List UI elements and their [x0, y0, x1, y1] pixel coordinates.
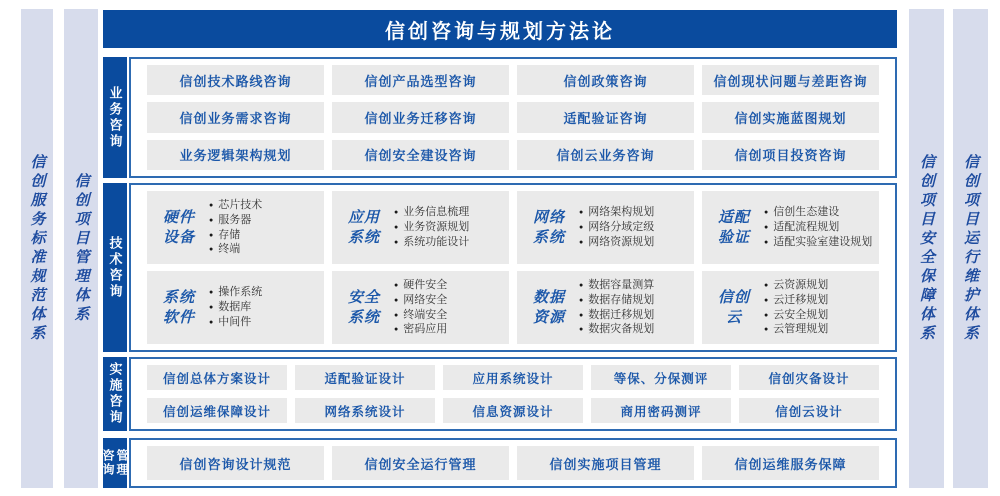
- consulting-item: 信创安全建设咨询: [332, 140, 509, 170]
- bullet-item: ● 芯片技术: [209, 198, 320, 213]
- bullet-item: ● 中间件: [209, 315, 320, 330]
- tech-category-title: 数据资源: [532, 289, 565, 326]
- bullet-item: ● 数据存储规划: [579, 293, 690, 308]
- bullet-item: ● 密码应用: [394, 322, 505, 337]
- section-business-consulting: [103, 57, 897, 178]
- consulting-item: 信创业务迁移咨询: [332, 102, 509, 132]
- tech-category-card: [702, 191, 879, 264]
- section-row: [147, 365, 879, 390]
- consulting-item: 信创政策咨询: [517, 65, 694, 95]
- section-label-text: 咨询: [101, 449, 115, 477]
- bullet-list: [579, 278, 690, 337]
- tech-category-title: 应用系统: [347, 209, 380, 246]
- bullet-item: ● 信创生态建设: [764, 205, 875, 220]
- consulting-item: 信创实施蓝图规划: [702, 102, 879, 132]
- bullet-item: ● 数据库: [209, 300, 320, 315]
- sidebar-operation-maintenance-label: 信创项目运行维护体系: [962, 153, 979, 344]
- bullet-item: ● 数据迁移规划: [579, 308, 690, 323]
- bullet-item: ● 终端: [209, 242, 320, 257]
- bullet-item: ● 云资源规划: [764, 278, 875, 293]
- bullet-item: ● 云安全规划: [764, 308, 875, 323]
- section-row: [147, 102, 879, 132]
- bullet-item: ● 云迁移规划: [764, 293, 875, 308]
- sidebar-security-assurance: [909, 9, 944, 488]
- section-body-business: [129, 57, 897, 178]
- bullet-item: ● 数据灾备规划: [579, 322, 690, 337]
- consulting-item: 信创运维服务保障: [702, 446, 879, 480]
- section-row: [147, 271, 879, 344]
- consulting-item: 信创云业务咨询: [517, 140, 694, 170]
- bullet-list: [764, 278, 875, 337]
- section-row: [147, 398, 879, 423]
- section-row: [147, 446, 879, 480]
- tech-category-title: 网络系统: [532, 209, 565, 246]
- bullet-item: ● 系统功能设计: [394, 235, 505, 250]
- consulting-item: 信创灾备设计: [739, 365, 879, 390]
- bullet-item: ● 存储: [209, 228, 320, 243]
- sidebar-security-assurance-label: 信创项目安全保障体系: [918, 153, 935, 344]
- bullet-item: ● 网络架构规划: [579, 205, 690, 220]
- bullet-item: ● 适配流程规划: [764, 220, 875, 235]
- section-label-text: 技术咨询: [107, 235, 123, 300]
- tech-category-title: 适配验证: [717, 209, 750, 246]
- bullet-item: ● 硬件安全: [394, 278, 505, 293]
- section-technical-consulting: [103, 183, 897, 352]
- section-row: [147, 65, 879, 95]
- section-implementation-consulting: [103, 357, 897, 431]
- consulting-item: 网络系统设计: [295, 398, 435, 423]
- consulting-item: 信创项目投资咨询: [702, 140, 879, 170]
- section-label-business: [103, 57, 127, 178]
- bullet-list: [209, 198, 320, 257]
- section-row: [147, 140, 879, 170]
- consulting-item: 信创运维保障设计: [147, 398, 287, 423]
- bullet-list: [764, 205, 875, 250]
- section-label-implementation: [103, 357, 127, 431]
- sidebar-project-management: [64, 9, 98, 488]
- section-label-text: 管理: [115, 449, 129, 477]
- tech-category-card: [147, 271, 324, 344]
- section-label-technical: [103, 183, 127, 352]
- section-label-text: 实施咨询: [107, 362, 123, 426]
- consulting-item: 商用密码测评: [591, 398, 731, 423]
- tech-category-title: 硬件设备: [162, 209, 195, 246]
- consulting-item: 信创技术路线咨询: [147, 65, 324, 95]
- consulting-item: 应用系统设计: [443, 365, 583, 390]
- consulting-item: 适配验证咨询: [517, 102, 694, 132]
- section-body-implementation: [129, 357, 897, 431]
- section-row: [147, 191, 879, 264]
- sidebar-operation-maintenance: [953, 9, 988, 488]
- bullet-list: [394, 205, 505, 250]
- section-label-text: 业务咨询: [107, 85, 123, 150]
- sidebar-service-standards-label: 信创服务标准规范体系: [28, 153, 46, 344]
- tech-category-card: [517, 271, 694, 344]
- page-title: 信创咨询与规划方法论: [385, 20, 615, 43]
- bullet-item: ● 网络安全: [394, 293, 505, 308]
- consulting-item: 业务逻辑架构规划: [147, 140, 324, 170]
- consulting-item: 信创实施项目管理: [517, 446, 694, 480]
- sidebar-service-standards: [21, 9, 53, 488]
- tech-category-title: 系统软件: [162, 289, 195, 326]
- consulting-item: 信创云设计: [739, 398, 879, 423]
- bullet-item: ● 适配实验室建设规划: [764, 235, 875, 250]
- consulting-item: 信创咨询设计规范: [147, 446, 324, 480]
- tech-category-card: [147, 191, 324, 264]
- bullet-item: ● 服务器: [209, 213, 320, 228]
- bullet-list: [579, 205, 690, 250]
- bullet-item: ● 网络分域定级: [579, 220, 690, 235]
- consulting-item: 信创业务需求咨询: [147, 102, 324, 132]
- bullet-list: [209, 285, 320, 330]
- section-consulting-management: [103, 438, 897, 488]
- consulting-item: 信息资源设计: [443, 398, 583, 423]
- bullet-item: ● 终端安全: [394, 308, 505, 323]
- bullet-item: ● 业务资源规划: [394, 220, 505, 235]
- tech-category-card: [332, 271, 509, 344]
- tech-category-card: [332, 191, 509, 264]
- bullet-item: ● 操作系统: [209, 285, 320, 300]
- tech-category-title: 信创云: [717, 289, 750, 326]
- consulting-item: 信创总体方案设计: [147, 365, 287, 390]
- bullet-list: [394, 278, 505, 337]
- bullet-item: ● 网络资源规划: [579, 235, 690, 250]
- section-body-technical: [129, 183, 897, 352]
- sidebar-project-management-label: 信创项目管理体系: [72, 172, 90, 325]
- section-body-management: [129, 438, 897, 488]
- consulting-item: 适配验证设计: [295, 365, 435, 390]
- diagram-header: [103, 10, 897, 48]
- tech-category-title: 安全系统: [347, 289, 380, 326]
- section-label-management: [103, 438, 127, 488]
- tech-category-card: [517, 191, 694, 264]
- tech-category-card: [702, 271, 879, 344]
- consulting-item: 信创产品选型咨询: [332, 65, 509, 95]
- bullet-item: ● 业务信息梳理: [394, 205, 505, 220]
- bullet-item: ● 云管理规划: [764, 322, 875, 337]
- consulting-item: 信创现状问题与差距咨询: [702, 65, 879, 95]
- consulting-item: 等保、分保测评: [591, 365, 731, 390]
- consulting-item: 信创安全运行管理: [332, 446, 509, 480]
- bullet-item: ● 数据容量测算: [579, 278, 690, 293]
